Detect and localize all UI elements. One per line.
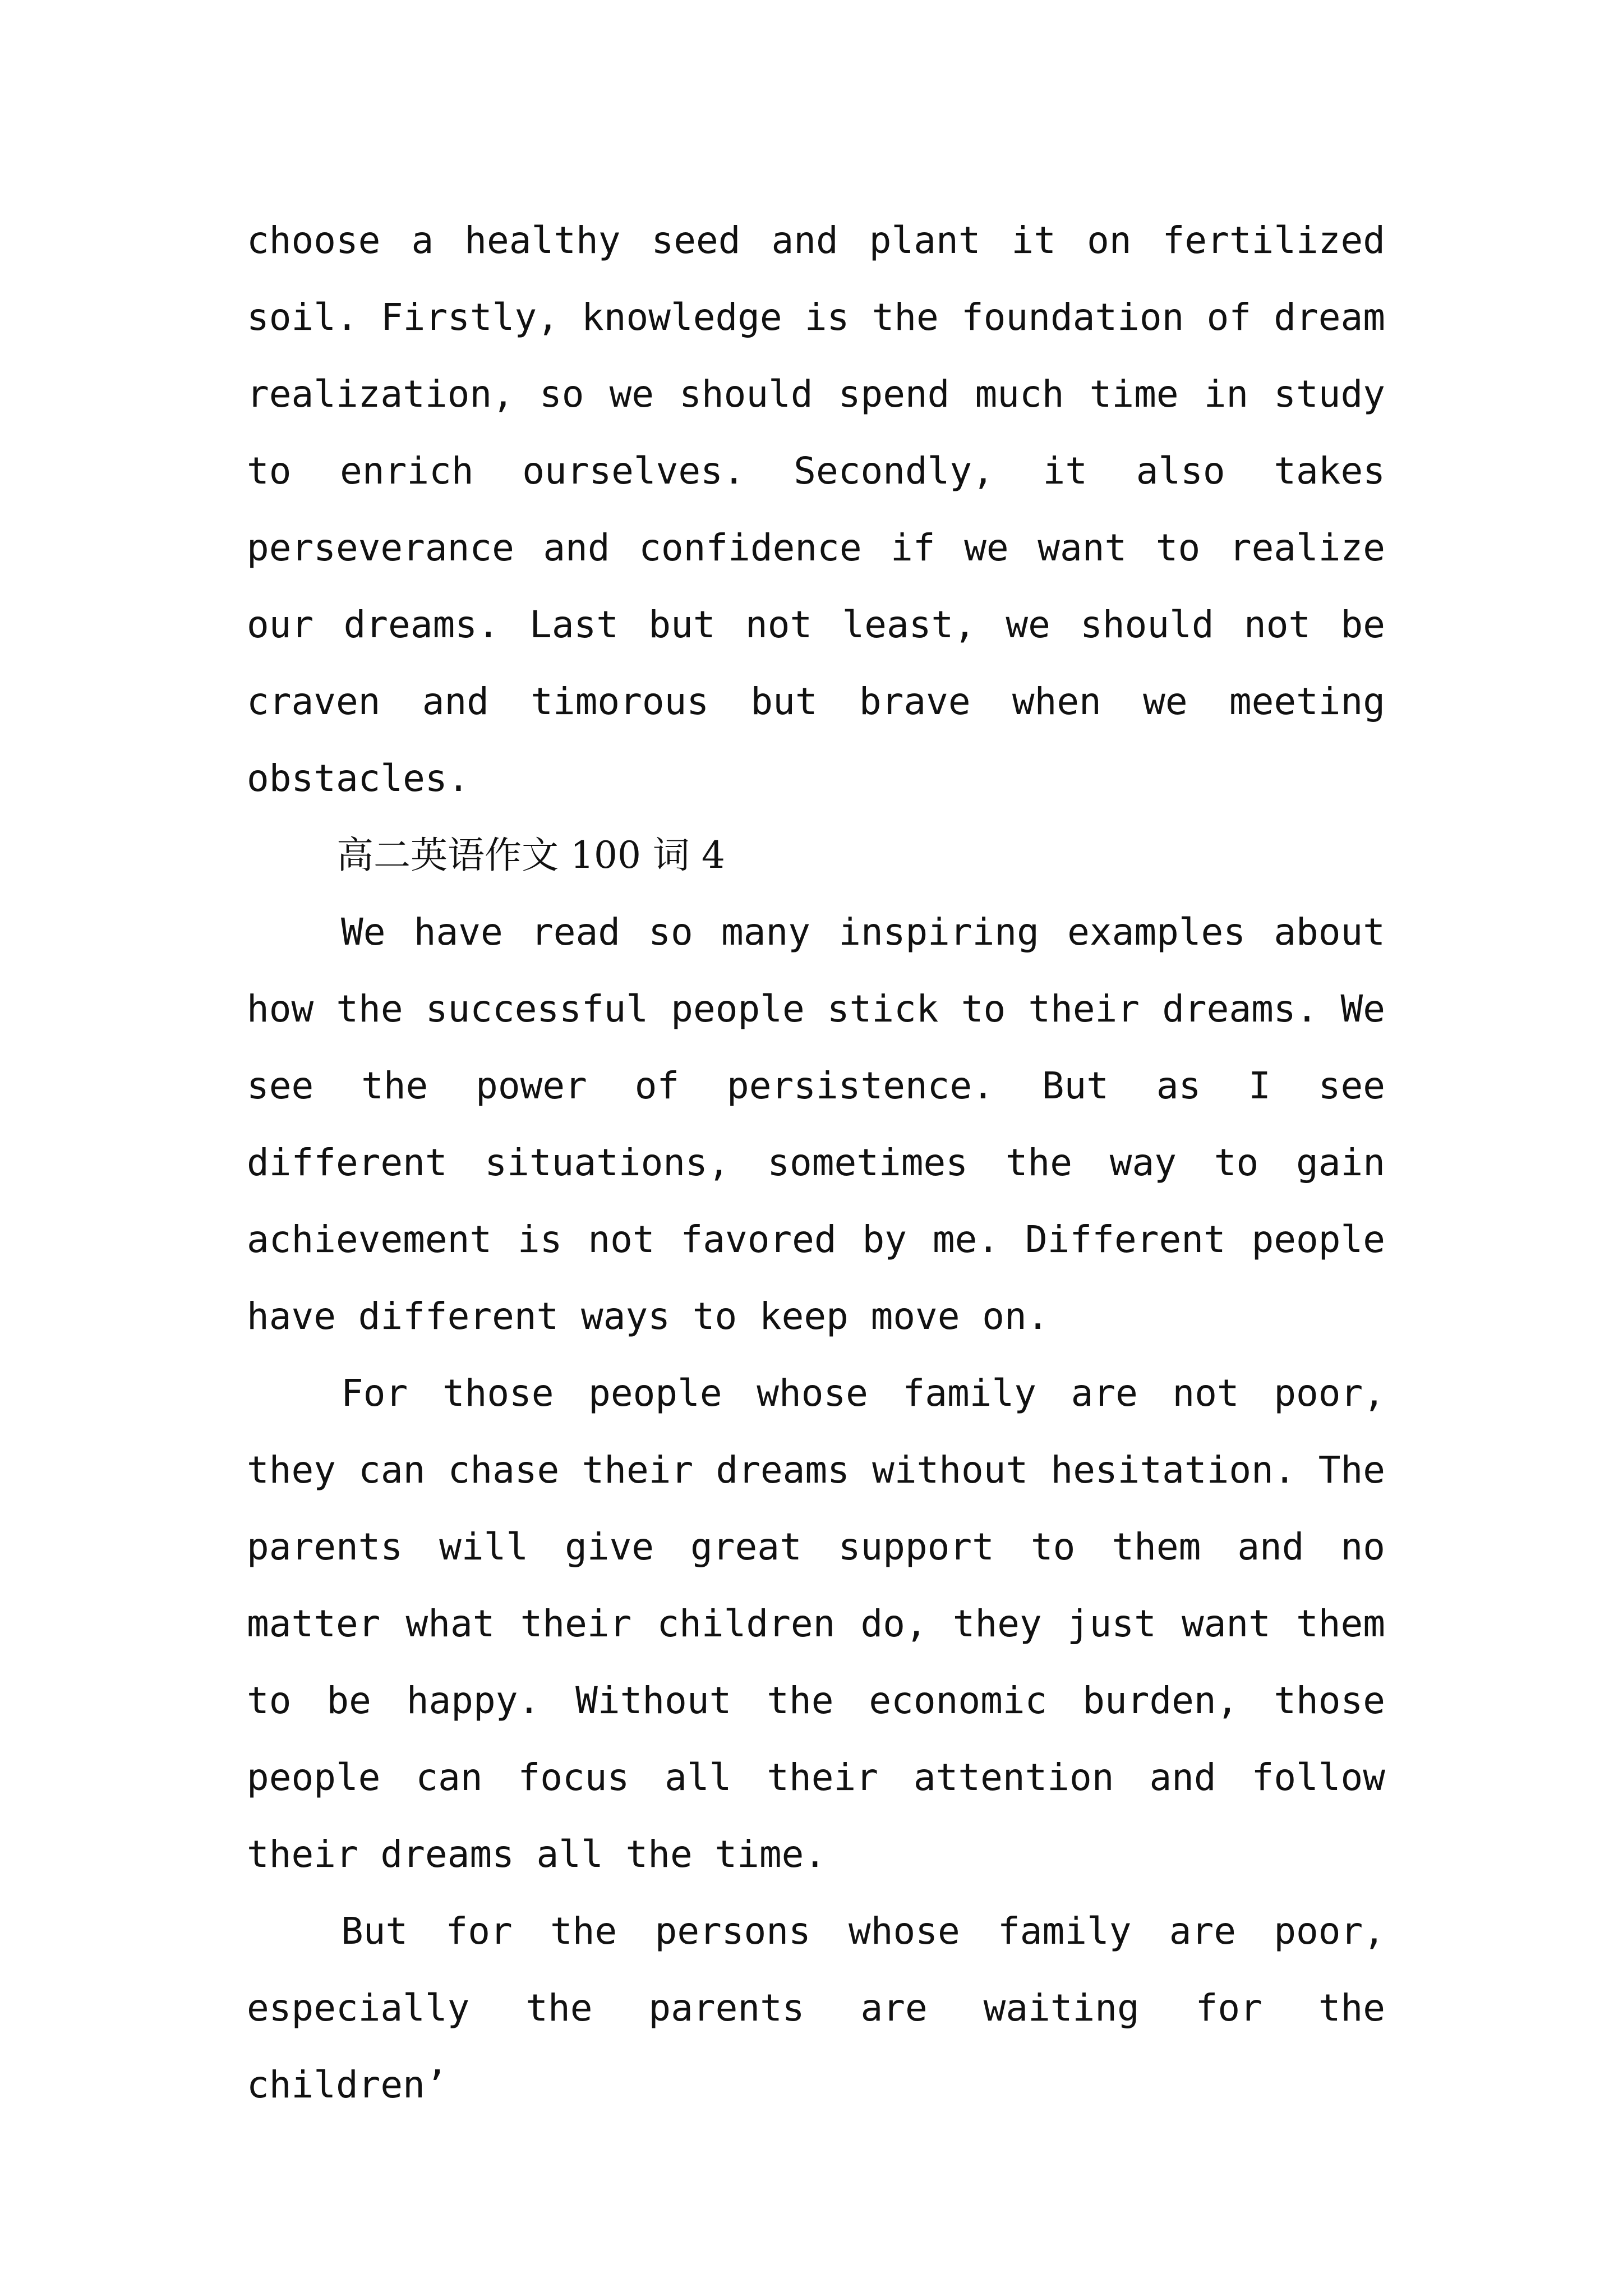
paragraph-poor-families: But for the persons whose family are poor, especially the parents are waiting for the children’ <box>247 1910 1385 2106</box>
paragraph-wealthy-families: For those people whose family are not poor, they can chase their dreams without hesitation. The parents will give great support to them and no matter what their children do, they just want them to be happy. Without the economic burden, those people can focus all their attention and follow their dreams all the time. <box>247 1372 1385 1876</box>
paragraph-inspiring-examples: We have read so many inspiring examples about how the successful people stick to their dreams. We see the power of persistence. But as I see different situations, sometimes the way to gain achievement is not favored by me. Different people have different ways to keep move on. <box>247 910 1385 1338</box>
paragraph-intro-continuation: choose a healthy seed and plant it on fertilized soil. Firstly, knowledge is the foundation of dream realization, so we should spend much time in study to enrich ourselves. Secondly, it also takes perseverance and confidence if we want to realize our dreams. Last but not least, we should not be craven and timorous but brave when we meeting obstacles. <box>247 219 1385 800</box>
section-heading: 高二英语作文 100 词 4 <box>336 834 725 877</box>
document-body <box>247 202 1385 2123</box>
